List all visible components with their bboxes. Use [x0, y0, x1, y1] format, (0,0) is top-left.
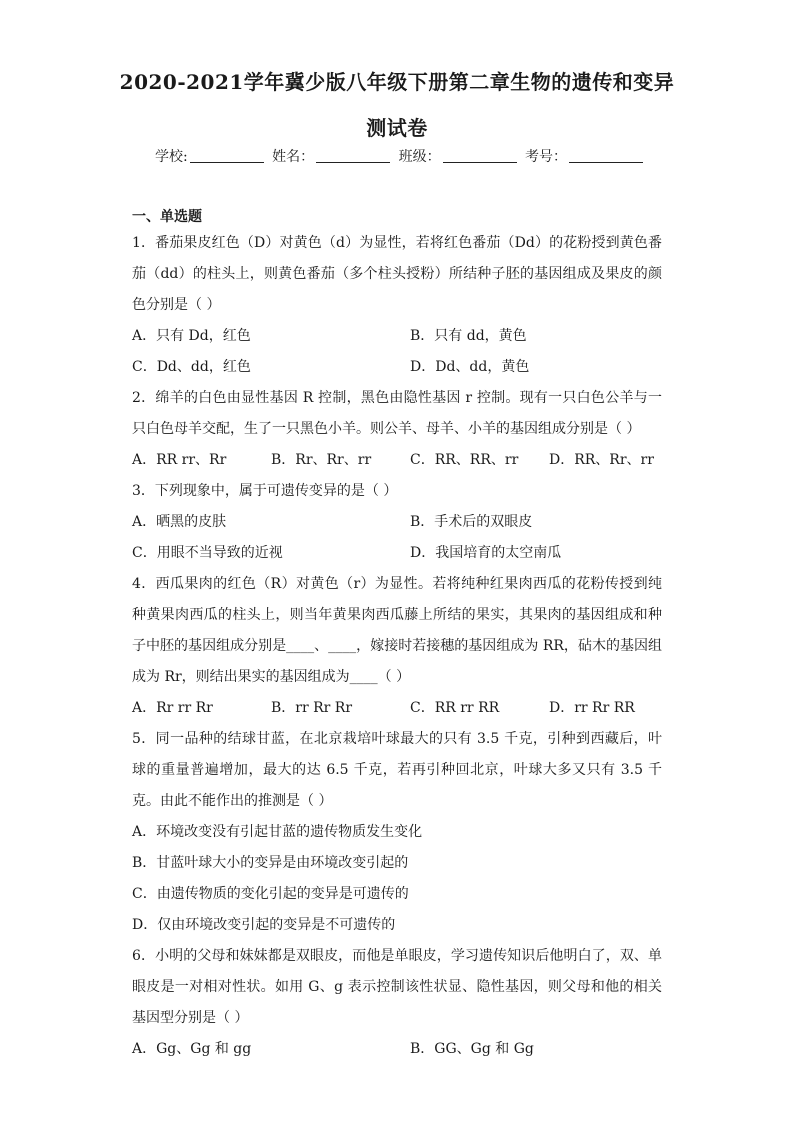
- option-a[interactable]: A．Rr rr Rr: [132, 700, 213, 716]
- school-blank[interactable]: [190, 148, 264, 163]
- section-heading: 一、单选题: [132, 209, 202, 225]
- question-6-options: [132, 1034, 662, 1065]
- option-b[interactable]: B．Rr、Rr、rr: [271, 452, 372, 468]
- question-1-options: [132, 321, 662, 383]
- name-blank[interactable]: [316, 148, 390, 163]
- exam-title-line1: 2020-2021学年冀少版八年级下册第二章生物的遗传和变异: [119, 70, 675, 94]
- option-b[interactable]: B．rr Rr Rr: [271, 700, 353, 716]
- option-c[interactable]: C．由遗传物质的变化引起的变异是可遗传的: [132, 886, 409, 902]
- student-info-line: [0, 146, 794, 166]
- question-4-options: [132, 693, 662, 724]
- exam-title-line2: 测试卷: [366, 116, 428, 140]
- school-label: 学校:: [154, 149, 188, 165]
- question-2: 2．绵羊的白色由显性基因 R 控制，黑色由隐性基因 r 控制。现有一只白色公羊与一只白色母羊交配，生了一只黑色小羊。则公羊、母羊、小羊的基因组成分别是（ ）: [132, 390, 662, 437]
- option-a[interactable]: A．晒黑的皮肤: [132, 514, 227, 530]
- question-5: 5．同一品种的结球甘蓝，在北京栽培叶球最大的只有 3.5 千克，引种到西藏后，叶球的重量普遍增加，最大的达 6.5 千克，若再引种回北京，叶球大多又只有 3.5 千克。由此不能作出的推测是（ ）: [132, 731, 662, 809]
- name-label: 姓名：: [272, 149, 315, 165]
- option-a[interactable]: A．RR rr、Rr: [132, 452, 227, 468]
- option-b[interactable]: B．甘蓝叶球大小的变异是由环境改变引起的: [132, 855, 409, 871]
- question-3: 3．下列现象中，属于可遗传变异的是（ ）: [132, 483, 398, 499]
- question-6: 6．小明的父母和妹妹都是双眼皮，而他是单眼皮，学习遗传知识后他明白了，双、单眼皮是一对相对性状。如用 G、g 表示控制该性状显、隐性基因，则父母和他的相关基因型分别是（ ）: [132, 948, 662, 1026]
- option-b[interactable]: B．手术后的双眼皮: [410, 514, 533, 530]
- option-d[interactable]: D．仅由环境改变引起的变异是不可遗传的: [132, 917, 396, 933]
- class-label: 班级：: [398, 149, 441, 165]
- option-c[interactable]: C．Dd、dd，红色: [132, 359, 251, 375]
- question-2-options: [132, 445, 662, 476]
- option-c[interactable]: C．RR rr RR: [410, 700, 500, 716]
- option-a[interactable]: A．只有 Dd，红色: [132, 328, 251, 344]
- option-c[interactable]: C．用眼不当导致的近视: [132, 545, 283, 561]
- question-list: [132, 228, 662, 1065]
- question-1: 1．番茄果皮红色（D）对黄色（d）为显性，若将红色番茄（Dd）的花粉授到黄色番茄（dd）的柱头上，则黄色番茄（多个柱头授粉）所结种子胚的基因组成及果皮的颜色分别是（ ）: [132, 235, 662, 313]
- option-d[interactable]: D．rr Rr RR: [549, 700, 635, 716]
- option-b[interactable]: B．只有 dd，黄色: [410, 328, 527, 344]
- option-b[interactable]: B．GG、Gg 和 Gg: [410, 1041, 534, 1057]
- question-3-options: [132, 507, 662, 569]
- option-c[interactable]: C．RR、RR、rr: [410, 452, 519, 468]
- number-blank[interactable]: [569, 148, 643, 163]
- class-blank[interactable]: [443, 148, 517, 163]
- question-4: 4．西瓜果肉的红色（R）对黄色（r）为显性。若将纯种红果肉西瓜的花粉传授到纯种黄果肉西瓜的柱头上，则当年黄果肉西瓜藤上所结的果实，其果肉的基因组成和种子中胚的基因组成分别是____、____，嫁接时若接穗的基因组成为 RR，砧木的基因组成为 Rr，则结出果实的基因组成为____（ ）: [132, 576, 662, 685]
- question-5-options: [132, 817, 662, 941]
- option-a[interactable]: A．Gg、Gg 和 gg: [132, 1041, 252, 1057]
- option-a[interactable]: A．环境改变没有引起甘蓝的遗传物质发生变化: [132, 824, 423, 840]
- number-label: 考号：: [525, 149, 568, 165]
- option-d[interactable]: D．我国培育的太空南瓜: [410, 545, 562, 561]
- option-d[interactable]: D．Dd、dd，黄色: [410, 359, 530, 375]
- option-d[interactable]: D．RR、Rr、rr: [549, 452, 654, 468]
